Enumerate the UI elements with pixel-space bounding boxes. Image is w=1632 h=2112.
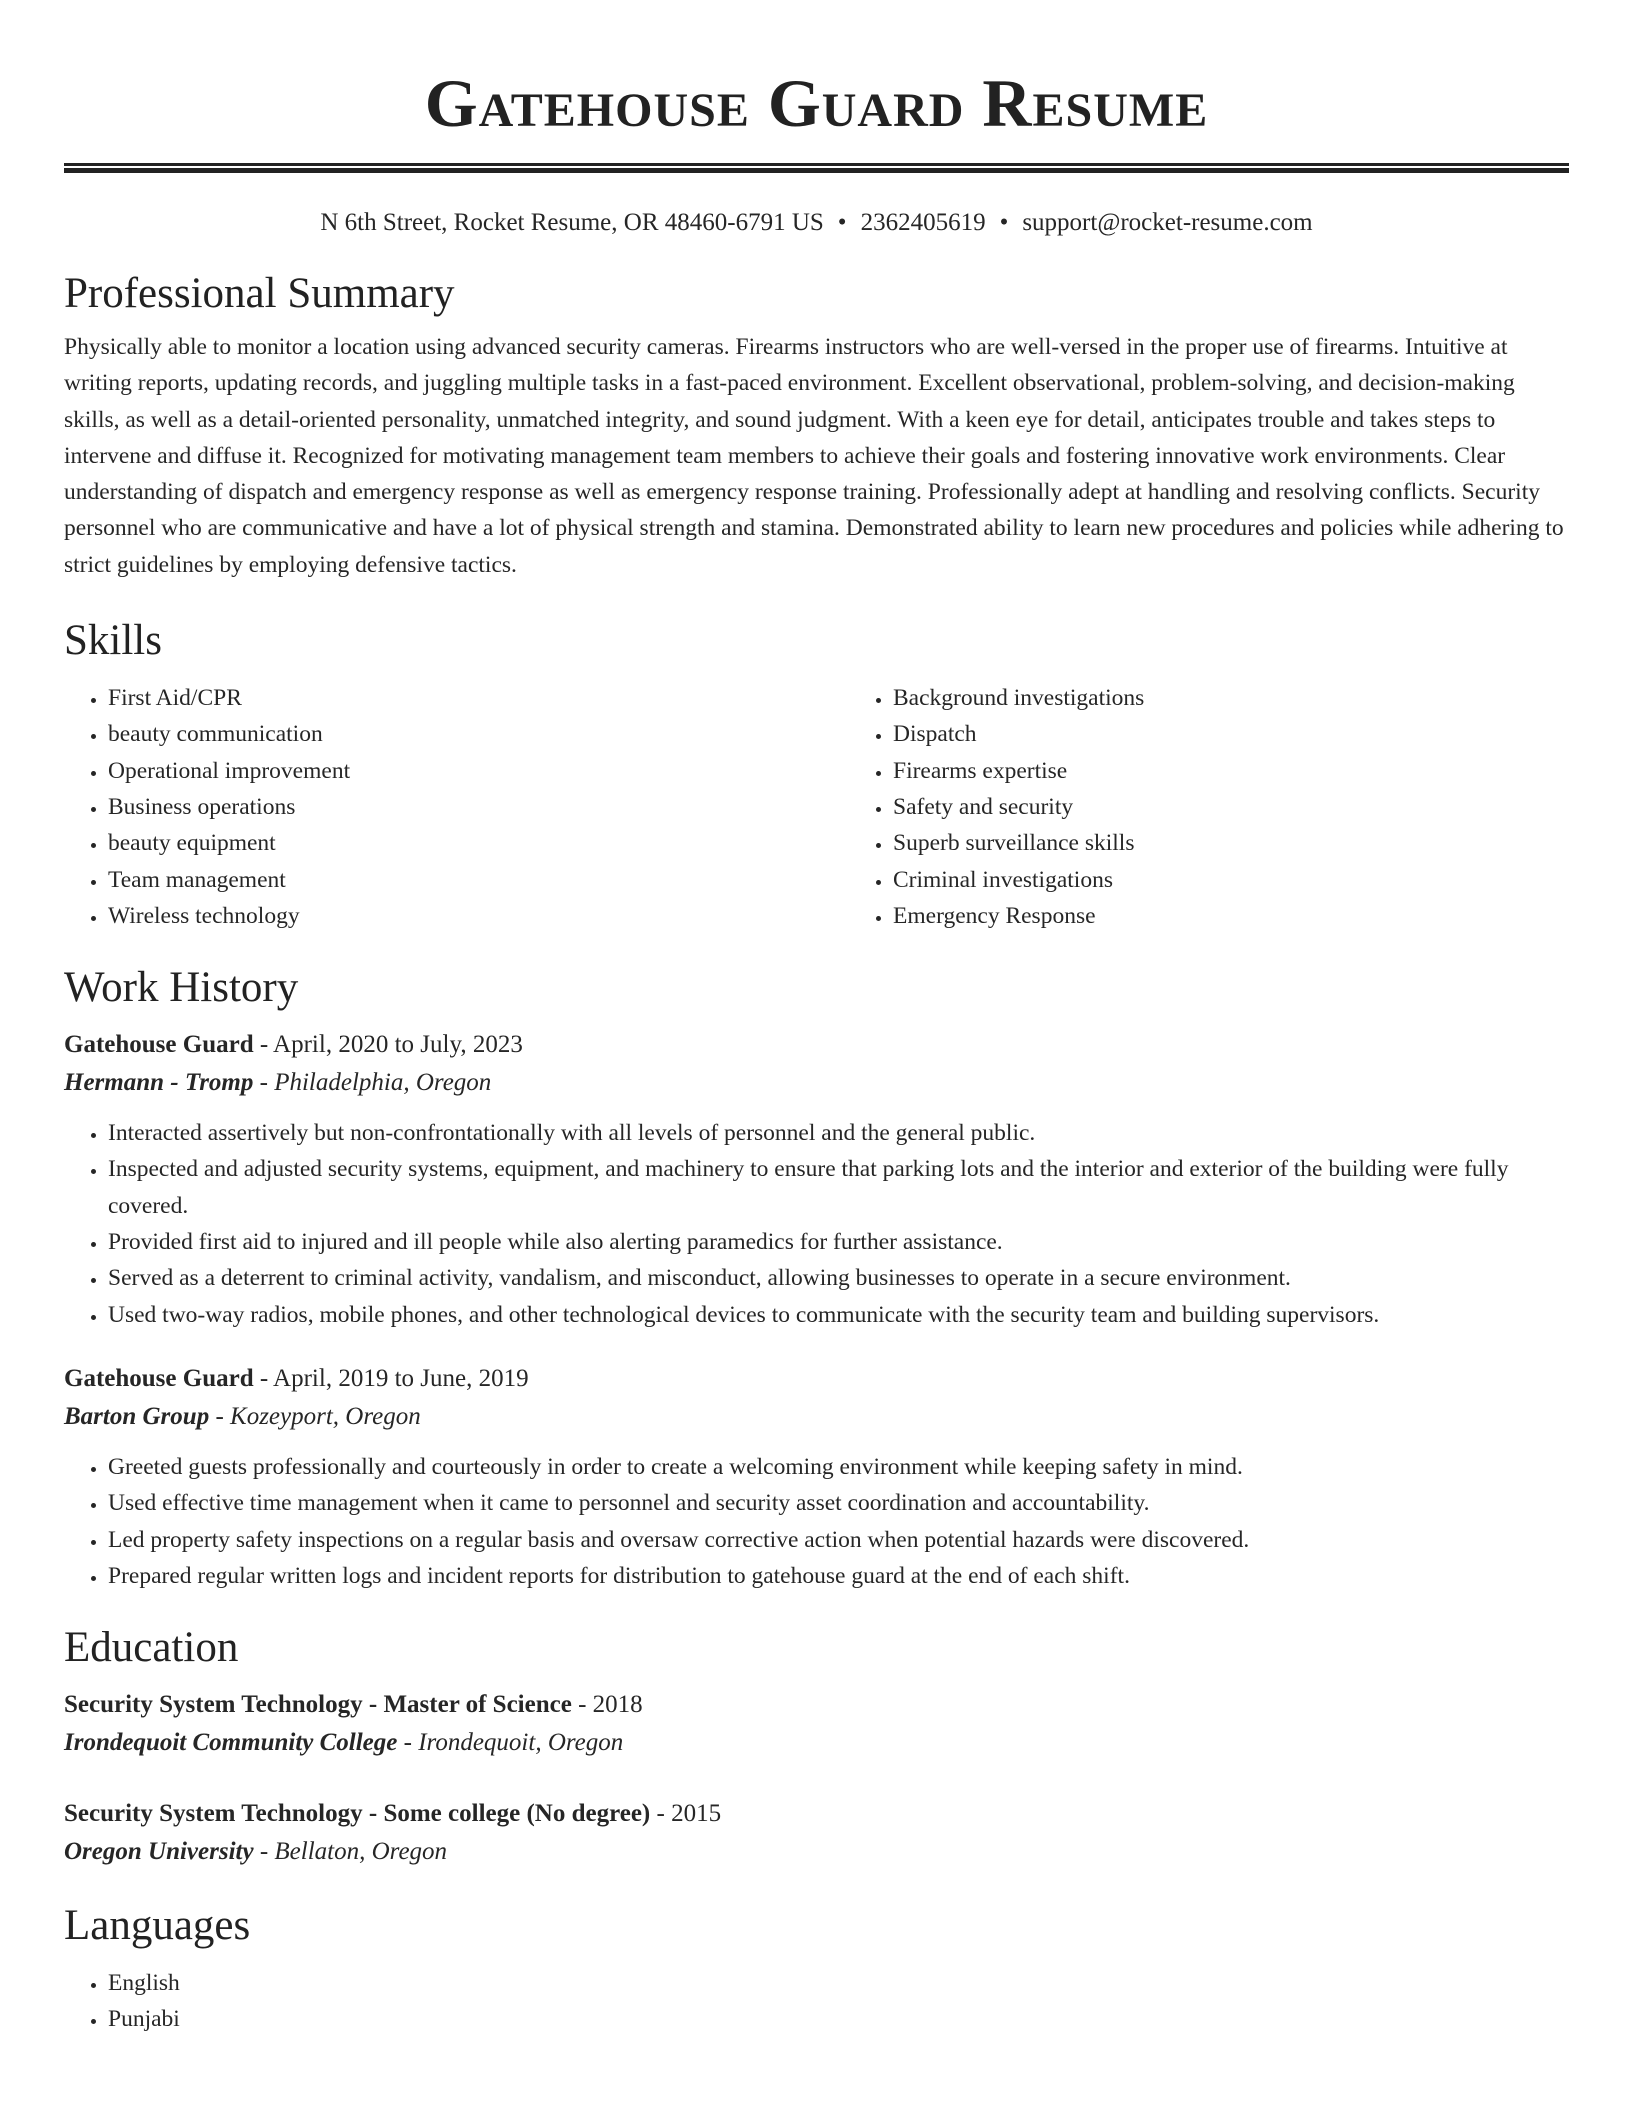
education-year: - 2015 — [656, 1800, 722, 1828]
job-dates: - April, 2020 to July, 2023 — [259, 1031, 523, 1059]
education-degree: Security System Technology - Some college (No degree) — [64, 1800, 651, 1828]
languages-heading: Languages — [64, 1902, 251, 1950]
skill-item: • Superb surveillance skills — [893, 825, 1144, 861]
education-location: - Irondequoit, Oregon — [403, 1729, 624, 1757]
summary-section — [64, 266, 1569, 583]
job-company: Barton Group — [64, 1402, 210, 1430]
job-bullet: • Provided first aid to injured and ill people while also alerting paramedics for further assistance. — [108, 1224, 1569, 1260]
page-title: Gatehouse Guard Resume — [424, 65, 1209, 141]
job-location: - Philadelphia, Oregon — [259, 1069, 492, 1097]
education-heading: Education — [64, 1624, 239, 1672]
education-location: - Bellaton, Oregon — [259, 1838, 448, 1866]
education-school: Oregon University — [64, 1838, 254, 1866]
job-bullet: • Greeted guests professionally and courteously in order to create a welcoming environment while keeping safety in mind. — [108, 1449, 1569, 1485]
skills-list-left — [64, 680, 849, 934]
summary-text: Physically able to monitor a location using advanced security cameras. Firearms instructors who are well-versed in the proper use of firearms. Intuitive at writing reports, updating records, and juggling multiple tasks in a fast-paced environment. Excellent observational, problem-solving, and decision-making skills, as well as a detail-oriented personality, unmatched integrity, and sound judgment. With a keen eye for detail, anticipates trouble and takes steps to intervene and diffuse it. Recognized for motivating management team members to achieve their goals and fostering innovative work environments. Clear understanding of dispatch and emergency response as well as emergency response training. Professionally adept at handling and resolving conflicts. Security personnel who are communicative and have a lot of physical strength and stamina. Demonstrated ability to learn new procedures and policies while adhering to strict guidelines by employing defensive tactics. — [64, 334, 1564, 578]
skills-columns — [64, 680, 1569, 934]
job-dates: - April, 2019 to June, 2019 — [259, 1364, 529, 1392]
skill-item: • Background investigations — [893, 680, 1144, 716]
language-item: • Punjabi — [108, 2001, 1569, 2037]
languages-section — [64, 1898, 1569, 2038]
skills-heading: Skills — [64, 617, 162, 665]
contact-phone: 2362405619 — [860, 209, 986, 236]
skill-item: • Firearms expertise — [893, 753, 1144, 789]
contact-email: support@rocket-resume.com — [1022, 209, 1313, 236]
skill-item: • Operational improvement — [108, 753, 849, 789]
job-bullet: • Served as a deterrent to criminal activity, vandalism, and misconduct, allowing businesses to operate in a secure environment. — [108, 1260, 1569, 1296]
skill-item: • Safety and security — [893, 789, 1144, 825]
job-entry — [64, 1360, 1569, 1594]
job-bullet: • Led property safety inspections on a regular basis and oversaw corrective action when potential hazards were discovered. — [108, 1522, 1569, 1558]
skill-item: • Dispatch — [893, 716, 1144, 752]
skill-item: • beauty equipment — [108, 825, 849, 861]
education-entry — [64, 1686, 1569, 1762]
education-school: Irondequoit Community College — [64, 1729, 398, 1757]
contact-separator: • — [837, 209, 847, 236]
job-bullets — [64, 1115, 1569, 1333]
job-bullets — [64, 1449, 1569, 1594]
job-header — [64, 1026, 1569, 1064]
skills-list-right — [849, 680, 1144, 934]
job-bullet: • Interacted assertively but non-confrontationally with all levels of personnel and the general public. — [108, 1115, 1569, 1151]
skill-item: • beauty communication — [108, 716, 849, 752]
skill-item: • Criminal investigations — [893, 862, 1144, 898]
education-entry — [64, 1795, 1569, 1871]
skill-item: • Emergency Response — [893, 898, 1144, 934]
title-divider — [64, 163, 1569, 173]
skill-item: • Team management — [108, 862, 849, 898]
education-institution — [64, 1833, 1569, 1871]
job-location: - Kozeyport, Oregon — [215, 1402, 421, 1430]
education-year: - 2018 — [578, 1691, 643, 1719]
language-item: • English — [108, 1965, 1569, 2001]
job-title: Gatehouse Guard — [64, 1364, 254, 1392]
education-header — [64, 1795, 1569, 1833]
job-company: Hermann - Tromp — [64, 1069, 254, 1097]
skill-item: • Business operations — [108, 789, 849, 825]
skills-section — [64, 613, 1569, 934]
skill-item: • First Aid/CPR — [108, 680, 849, 716]
job-entry — [64, 1026, 1569, 1333]
job-bullet: • Used two-way radios, mobile phones, and other technological devices to communicate with the security team and building supervisors. — [108, 1297, 1569, 1333]
work-history-section — [64, 960, 1569, 1594]
summary-heading: Professional Summary — [64, 270, 455, 317]
job-header — [64, 1360, 1569, 1398]
education-institution — [64, 1724, 1569, 1762]
skill-item: • Wireless technology — [108, 898, 849, 934]
contact-separator: • — [999, 209, 1009, 236]
work-history-heading: Work History — [64, 964, 299, 1012]
languages-list — [64, 1965, 1569, 2038]
contact-address: N 6th Street, Rocket Resume, OR 48460-6791 US — [320, 209, 824, 236]
job-employer — [64, 1064, 1569, 1102]
job-bullet: • Prepared regular written logs and incident reports for distribution to gatehouse guard at the end of each shift. — [108, 1558, 1569, 1594]
contact-line — [64, 207, 1569, 239]
job-bullet: • Inspected and adjusted security systems, equipment, and machinery to ensure that parking lots and the interior and exterior of the building were fully covered. — [108, 1151, 1569, 1224]
job-employer — [64, 1398, 1569, 1436]
education-header — [64, 1686, 1569, 1724]
education-section — [64, 1620, 1569, 1871]
job-bullet: • Used effective time management when it came to personnel and security asset coordination and accountability. — [108, 1485, 1569, 1521]
job-title: Gatehouse Guard — [64, 1031, 254, 1059]
education-degree: Security System Technology - Master of Science — [64, 1691, 572, 1719]
